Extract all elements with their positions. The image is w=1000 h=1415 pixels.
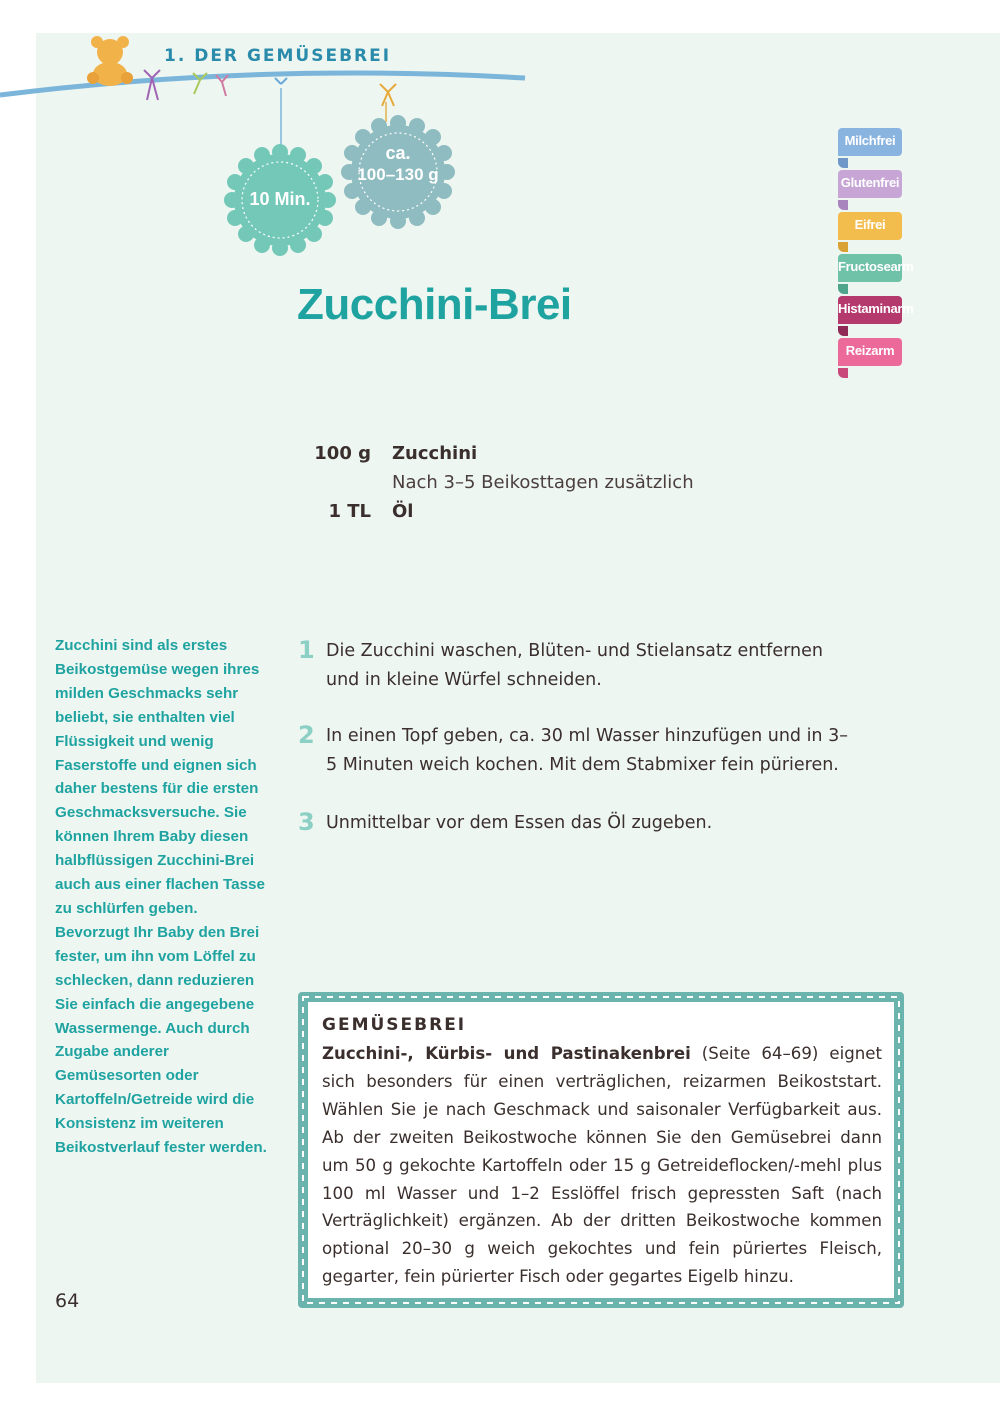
- step-number: 3: [298, 808, 315, 836]
- chapter-heading: 1. DER GEMÜSEBREI: [164, 46, 392, 66]
- tag-tail: [838, 200, 848, 210]
- info-box-body: (Seite 64–69) eignet sich besonders für einen verträglichen, reizarmen Beikoststart. Wählen Sie je nach Geschmack und saisonaler Verfügbarkeit aus. Ab der zweiten Beikostwoche können Sie den Gemüsebrei dann um 50 g gekochte Kartoffeln oder 15 g Getreideflocken/-mehl plus 100 ml Wasser und 1–2 Esslöffel frisch gepressten Saft (nach Verträglichkeit) ergänzen. Ab der dritten Beikostwoche kommen optional 20–30 g weich gekochtes und fein püriertes Fleisch, gegarter, fein pürierter Fisch oder gegartes Eigelb hinzu.: [322, 1044, 882, 1287]
- amount-badge-line2: 100–130 g: [357, 165, 439, 184]
- tag-fructosearm: Fructosearm: [838, 254, 902, 282]
- info-box-text: [322, 1040, 882, 1291]
- step-number: 1: [298, 636, 315, 664]
- tag-tail: [838, 284, 848, 294]
- tag-glutenfrei: Glutenfrei: [838, 170, 902, 198]
- tag-tail: [838, 242, 848, 252]
- tag-tail: [838, 158, 848, 168]
- tag-tail: [838, 326, 848, 336]
- step-text: Die Zucchini waschen, Blüten- und Stielansatz entfernen und in kleine Würfel schneiden.: [326, 641, 823, 690]
- tag-eifrei: Eifrei: [838, 212, 902, 240]
- ingredient-note: Nach 3–5 Beikosttagen zusätzlich: [392, 472, 694, 493]
- ingredient-name: Öl: [392, 501, 414, 522]
- info-box-title: GEMÜSEBREI: [322, 1015, 467, 1035]
- sidebar-tip: [55, 634, 267, 1160]
- time-badge-label: 10 Min.: [249, 189, 311, 209]
- step-text: Unmittelbar vor dem Essen das Öl zugeben.: [326, 813, 713, 833]
- sidebar-text: Zucchini sind als erstes Beikostgemüse wegen ihres milden Geschmacks sehr beliebt, sie enthalten viel Flüssigkeit und wenig Faserstoffe und eignen sich daher bestens für die ersten Geschmacksversuche. Sie können Ihrem Baby diesen halbflüssigen Zucchini-Brei auch aus einer flachen Tasse zu schlürfen geben. Bevorzugt Ihr Baby den Brei fester, um ihn vom Löffel zu schlecken, dann reduzieren Sie einfach die angegebene Wassermenge. Auch durch Zugabe anderer Gemüsesorten oder Kartoffeln/Getreide wird die Konsistenz im weiteren Beikostverlauf fester werden.: [55, 637, 267, 1157]
- tag-reizarm: Reizarm: [838, 338, 902, 366]
- tag-histaminarm: Histaminarm: [838, 296, 902, 324]
- page-number: 64: [55, 1290, 80, 1312]
- teddy-bear-icon: [84, 34, 136, 86]
- amount-badge-line1: ca.: [385, 143, 411, 163]
- ingredient-quantity: 100 g: [314, 443, 371, 464]
- ingredient-quantity: 1 TL: [328, 501, 371, 522]
- tag-tail: [838, 368, 848, 378]
- tag-milchfrei: Milchfrei: [838, 128, 902, 156]
- ingredient-name: Zucchini: [392, 443, 478, 464]
- step-text: In einen Topf geben, ca. 30 ml Wasser hinzufügen und in 3–5 Minuten weich kochen. Mit dem Stabmixer fein pürieren.: [326, 726, 848, 775]
- info-box-lead: Zucchini-, Kürbis- und Pastinakenbrei: [322, 1044, 691, 1063]
- recipe-title: Zucchini-Brei: [297, 280, 572, 329]
- step-number: 2: [298, 721, 315, 749]
